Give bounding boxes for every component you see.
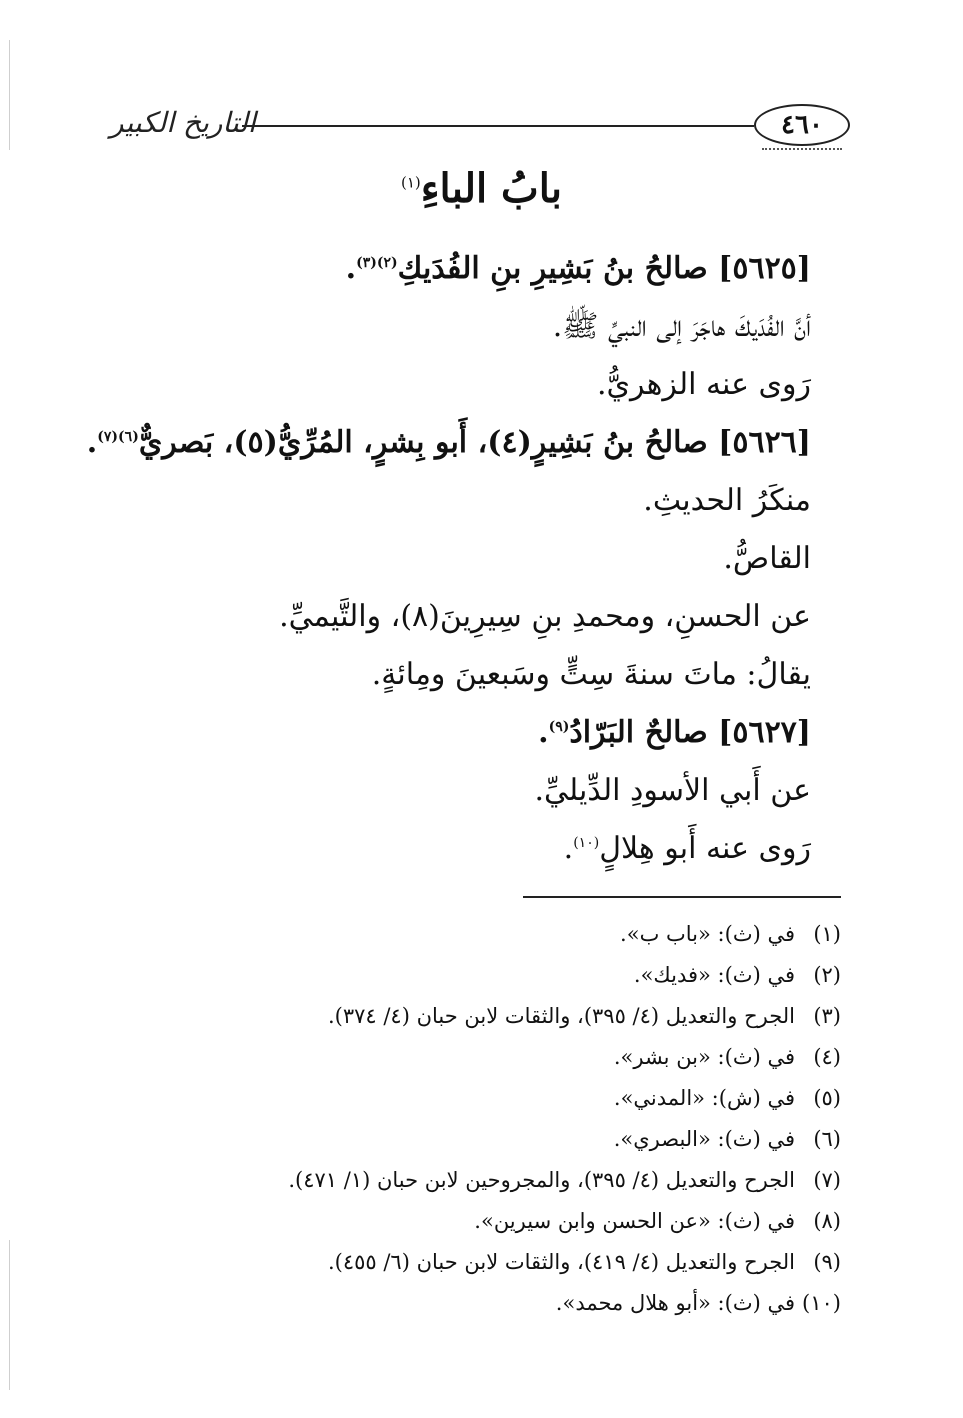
- footnote-ref: (٩): [548, 719, 570, 735]
- text-line: [111, 646, 811, 704]
- text-line: [111, 762, 811, 820]
- text-line: [111, 240, 811, 298]
- footnote-number: (٩): [813, 1250, 841, 1274]
- scan-edge-line: [9, 1240, 10, 1390]
- line-text: [٥٦٢٦] صالحُ بنُ بَشِيرٍ(٤)، أَبو بِشرٍ، المُرِّيُّ(٥)، بَصريٌّ: [138, 425, 811, 460]
- text-line: [111, 704, 811, 762]
- line-text: رَوى عنه أَبو هِلالٍ: [599, 831, 811, 866]
- main-text: [86, 240, 811, 878]
- text-line: [111, 588, 811, 646]
- footnote: [121, 1119, 841, 1160]
- footnote-number: (١٠): [802, 1291, 841, 1315]
- chapter-title: [0, 165, 963, 212]
- line-text: يقالُ: ماتَ سنةَ سِتٍّ وسَبعينَ ومِائةٍ.: [371, 657, 811, 692]
- line-end: .: [345, 251, 357, 286]
- footnote-number: (٨): [813, 1209, 841, 1233]
- chapter-title-text: بابُ الباءِ: [420, 165, 563, 212]
- scan-edge-line: [9, 40, 10, 150]
- footnote-number: (٣): [813, 1004, 841, 1028]
- footnote-number: (٢): [813, 963, 841, 987]
- footnote-text: في (ث): «عن الحسن وابن سيرين».: [474, 1209, 795, 1233]
- text-line: [111, 530, 811, 588]
- footnote-ref: (٢)(٣): [356, 255, 398, 271]
- line-text: [٥٦٢٥] صالحُ بنُ بَشِيرِ بنِ الفُدَيكِ: [397, 251, 811, 286]
- line-text: عن أَبي الأسودِ الدِّيليِّ.: [534, 773, 811, 808]
- text-line: [111, 356, 811, 414]
- text-line: [86, 414, 811, 472]
- footnote: [121, 1201, 841, 1242]
- footnote-text: في (ث): «باب ب».: [620, 922, 795, 946]
- footnote: [121, 1242, 841, 1283]
- footnote: [121, 1160, 841, 1201]
- footnote: [121, 914, 841, 955]
- text-line: [111, 298, 811, 356]
- line-end: .: [86, 425, 98, 460]
- line-text: القاصُّ.: [723, 541, 811, 576]
- footnote-ref: (١٠): [573, 835, 600, 851]
- page-header: [110, 104, 850, 154]
- footnote-number: (٤): [813, 1045, 841, 1069]
- footnotes: [121, 914, 841, 1324]
- text-line: [111, 472, 811, 530]
- footnote-text: في (ث): «البصري».: [613, 1127, 795, 1151]
- footnote-text: في (ث): «فديك».: [633, 963, 795, 987]
- footnote-separator: [523, 896, 841, 898]
- line-end: .: [538, 715, 549, 750]
- header-rule: [242, 125, 754, 127]
- footnote-number: (٧): [813, 1168, 841, 1192]
- line-text: منكَرُ الحديثِ.: [643, 483, 811, 518]
- line-text: عن الحسنِ، ومحمدِ بنِ سِيرِينَ(٨)، والتَّيميِّ.: [279, 599, 811, 634]
- footnote-number: (٦): [813, 1127, 841, 1151]
- footnote-text: في (ث): «بن بشر».: [613, 1045, 795, 1069]
- page-number: ٤٦٠: [754, 104, 850, 146]
- line-text: رَوى عنه الزهريُّ.: [597, 367, 811, 402]
- footnote-text: الجرح والتعديل (٤/ ٤١٩)، والثقات لابن حبان (٦/ ٤٥٥).: [327, 1250, 795, 1274]
- footnote-number: (٥): [813, 1086, 841, 1110]
- footnote: [121, 1283, 841, 1324]
- chapter-note-ref: (١): [400, 173, 421, 192]
- line-end: .: [563, 831, 574, 866]
- line-text: أنَّ الفُدَيكَ هاجَرَ إلى النبيِّ ﷺ.: [552, 309, 811, 344]
- footnote-ref: (٦)(٧): [97, 429, 139, 445]
- footnote-number: (١): [813, 922, 841, 946]
- footnote-text: في (ث): «أبو هلال محمد».: [555, 1291, 795, 1315]
- footnote-text: الجرح والتعديل (٤/ ٣٩٥)، والثقات لابن حبان (٤/ ٣٧٤).: [327, 1004, 795, 1028]
- text-line: [111, 820, 811, 878]
- footnote: [121, 1037, 841, 1078]
- line-text: [٥٦٢٧] صالحٌ البَرّادُ: [569, 715, 811, 750]
- footnote-text: الجرح والتعديل (٤/ ٣٩٥)، والمجروحين لابن حبان (١/ ٤٧١).: [288, 1168, 795, 1192]
- footnote: [121, 1078, 841, 1119]
- footnote-text: في (ش): «المدني».: [613, 1086, 795, 1110]
- running-title: التاريخ الكبير: [110, 106, 256, 139]
- footnote: [121, 996, 841, 1037]
- footnote: [121, 955, 841, 996]
